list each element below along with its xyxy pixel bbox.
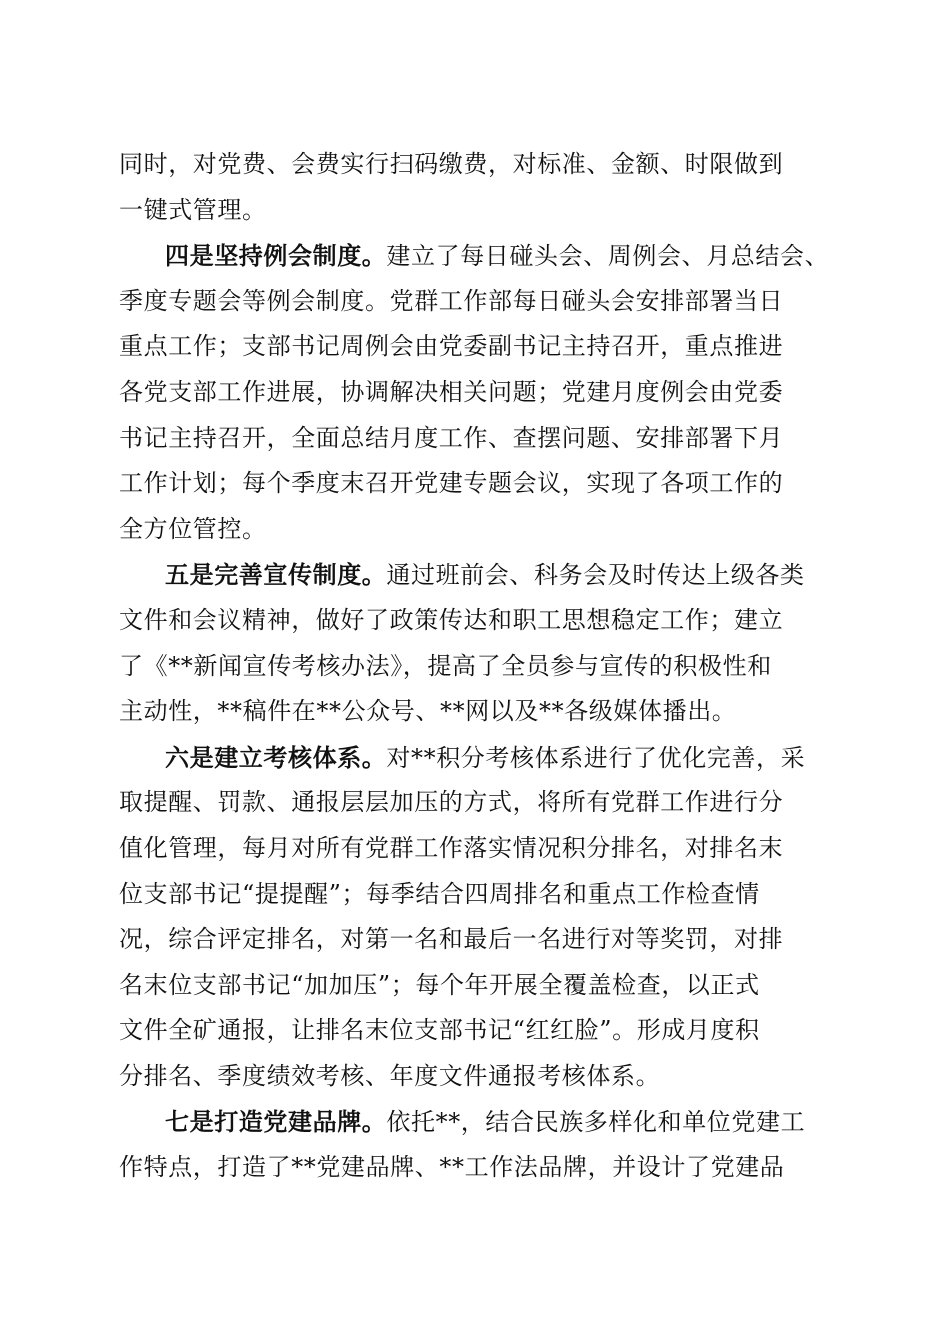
- body-line: [119, 1008, 831, 1054]
- line-text: 重点工作；支部书记周例会由党委副书记主持召开，重点推进: [119, 332, 784, 361]
- line-text: 对**积分考核体系进行了优化完善，采: [386, 743, 806, 772]
- line-text: 通过班前会、科务会及时传达上级各类: [386, 561, 805, 590]
- body-line: [119, 780, 831, 826]
- body-line: [119, 461, 831, 507]
- document-body: [119, 142, 831, 1191]
- line-text: 各党支部工作进展，协调解决相关问题；党建月度例会由党委: [119, 377, 784, 406]
- line-text: 同时，对党费、会费实行扫码缴费，对标准、金额、时限做到: [119, 150, 784, 178]
- line-text: 值化管理，每月对所有党群工作落实情况积分排名，对排名末: [119, 833, 784, 862]
- body-line: [119, 1054, 831, 1100]
- line-text: 全方位管控。: [119, 514, 267, 543]
- line-text: 了《**新闻宣传考核办法》，提高了全员参与宣传的积极性和: [119, 651, 772, 680]
- paragraph-first-line: [119, 552, 831, 598]
- paragraph-heading: 六是建立考核体系。: [165, 742, 387, 772]
- line-text: 文件和会议精神，做好了政策传达和职工思想稳定工作；建立: [119, 605, 784, 634]
- body-line: [119, 370, 831, 416]
- body-line: [119, 963, 831, 1009]
- line-text: 分排名、季度绩效考核、年度文件通报考核体系。: [119, 1061, 661, 1090]
- body-line: [119, 188, 831, 234]
- line-text: 主动性，**稿件在**公众号、**网以及**各级媒体播出。: [119, 697, 737, 726]
- paragraph-heading: 五是完善宣传制度。: [165, 560, 387, 590]
- body-line: [119, 598, 831, 644]
- line-text: 一键式管理。: [119, 195, 267, 224]
- body-line: [119, 279, 831, 325]
- line-text: 依托**，结合民族多样化和单位党建工: [386, 1108, 806, 1137]
- body-line: [119, 1145, 831, 1191]
- paragraph-first-line: [119, 735, 831, 781]
- body-line: [119, 917, 831, 963]
- line-text: 文件全矿通报，让排名末位支部书记“红红脸”。形成月度积: [119, 1016, 760, 1045]
- body-line: [119, 872, 831, 918]
- line-text: 取提醒、罚款、通报层层加压的方式，将所有党群工作进行分: [119, 788, 784, 817]
- paragraph-heading: 四是坚持例会制度。: [165, 241, 387, 271]
- body-line: [119, 142, 831, 188]
- line-text: 位支部书记“提提醒”；每季结合四周排名和重点工作检查情: [119, 879, 760, 908]
- line-text: 书记主持召开，全面总结月度工作、查摆问题、安排部署下月: [119, 423, 784, 452]
- body-line: [119, 644, 831, 690]
- body-line: [119, 416, 831, 462]
- paragraph-heading: 七是打造党建品牌。: [165, 1107, 387, 1137]
- paragraph-first-line: [119, 1099, 831, 1145]
- body-line: [119, 826, 831, 872]
- line-text: 况，综合评定排名，对第一名和最后一名进行对等奖罚，对排: [119, 925, 784, 954]
- line-text: 作特点，打造了**党建品牌、**工作法品牌，并设计了党建品: [119, 1153, 785, 1182]
- line-text: 工作计划；每个季度末召开党建专题会议，实现了各项工作的: [119, 469, 784, 498]
- paragraph-first-line: [119, 233, 831, 279]
- body-line: [119, 507, 831, 553]
- body-line: [119, 324, 831, 370]
- line-text: 名末位支部书记“加加压”；每个年开展全覆盖检查，以正式: [119, 970, 760, 999]
- line-text: 建立了每日碰头会、周例会、月总结会、: [386, 242, 830, 271]
- body-line: [119, 689, 831, 735]
- line-text: 季度专题会等例会制度。党群工作部每日碰头会安排部署当日: [119, 286, 784, 315]
